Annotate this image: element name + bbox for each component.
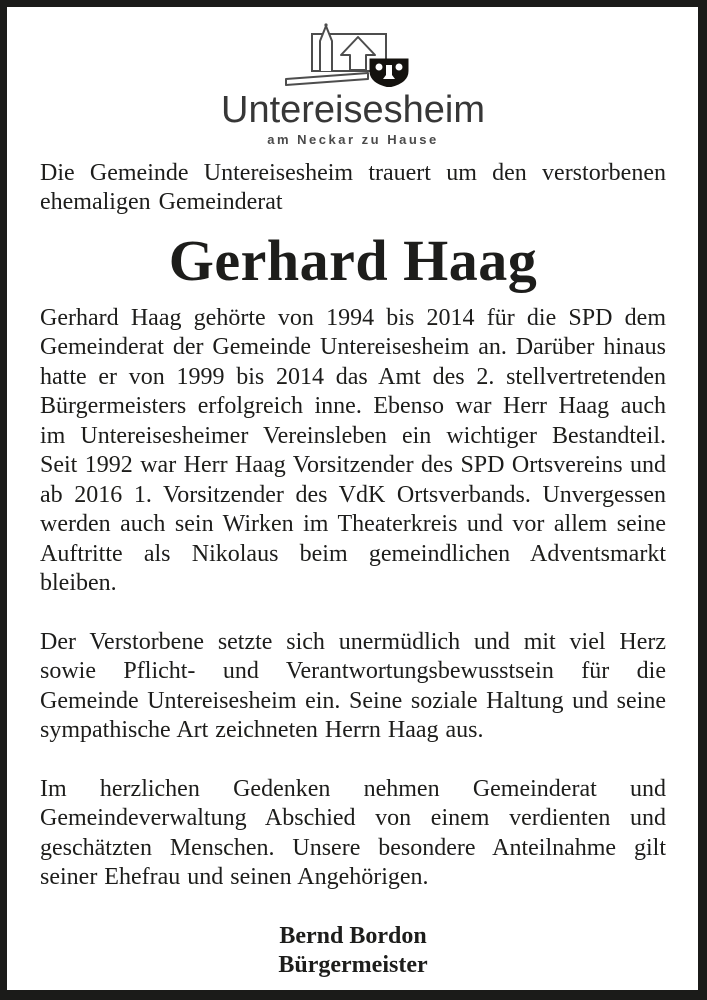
village-crest-icon — [278, 21, 428, 91]
notice-paragraph-3: Im herzlichen Gedenken nehmen Gemeinderat und Gemeindeverwaltung Abschied von einem verdienten und geschätzten Menschen. Unsere besondere Anteilnahme gilt seiner Ehefrau und seinen Angehörigen. — [40, 775, 666, 891]
municipality-logo — [40, 21, 666, 146]
municipality-tagline: am Neckar zu Hause — [267, 132, 439, 147]
notice-content — [7, 7, 698, 980]
deceased-name: Gerhard Haag — [168, 228, 538, 293]
notice-intro: Die Gemeinde Untereisesheim trauert um den verstorbenen ehemaligen Gemeinderat — [40, 160, 666, 215]
municipality-name: Untereisesheim — [221, 89, 485, 131]
notice-paragraph-1: Gerhard Haag gehörte von 1994 bis 2014 für die SPD dem Gemeinderat der Gemeinde Untereisesheim an. Darüber hinaus hatte er von 1999 bis 2014 das Amt des 2. stellvertretenden Bürgermeisters erfolgreich inne. Ebenso war Herr Haag auch im Untereisesheimer Vereinsleben ein wichtiger Bestandteil. Seit 1992 war Herr Haag Vorsitzender des SPD Ortsvereins und ab 2016 1. Vorsitzender des VdK Ortsverbands. Unvergessen werden auch sein Wirken im Theaterkreis und vor allem seine Auftritte als Nikolaus beim gemeindlichen Adventsmarkt bleiben. — [40, 304, 666, 597]
signature-name: Bernd Bordon — [279, 922, 427, 949]
signature-title: Bürgermeister — [278, 951, 428, 978]
signature-block — [40, 922, 666, 980]
notice-paragraph-2: Der Verstorbene setzte sich unermüdlich und mit viel Herz sowie Pflicht- und Verantwortungsbewusstsein für die Gemeinde Untereisesheim ein. Seine soziale Haltung und seine sympathische Art zeichneten Herrn Haag aus. — [40, 628, 666, 744]
